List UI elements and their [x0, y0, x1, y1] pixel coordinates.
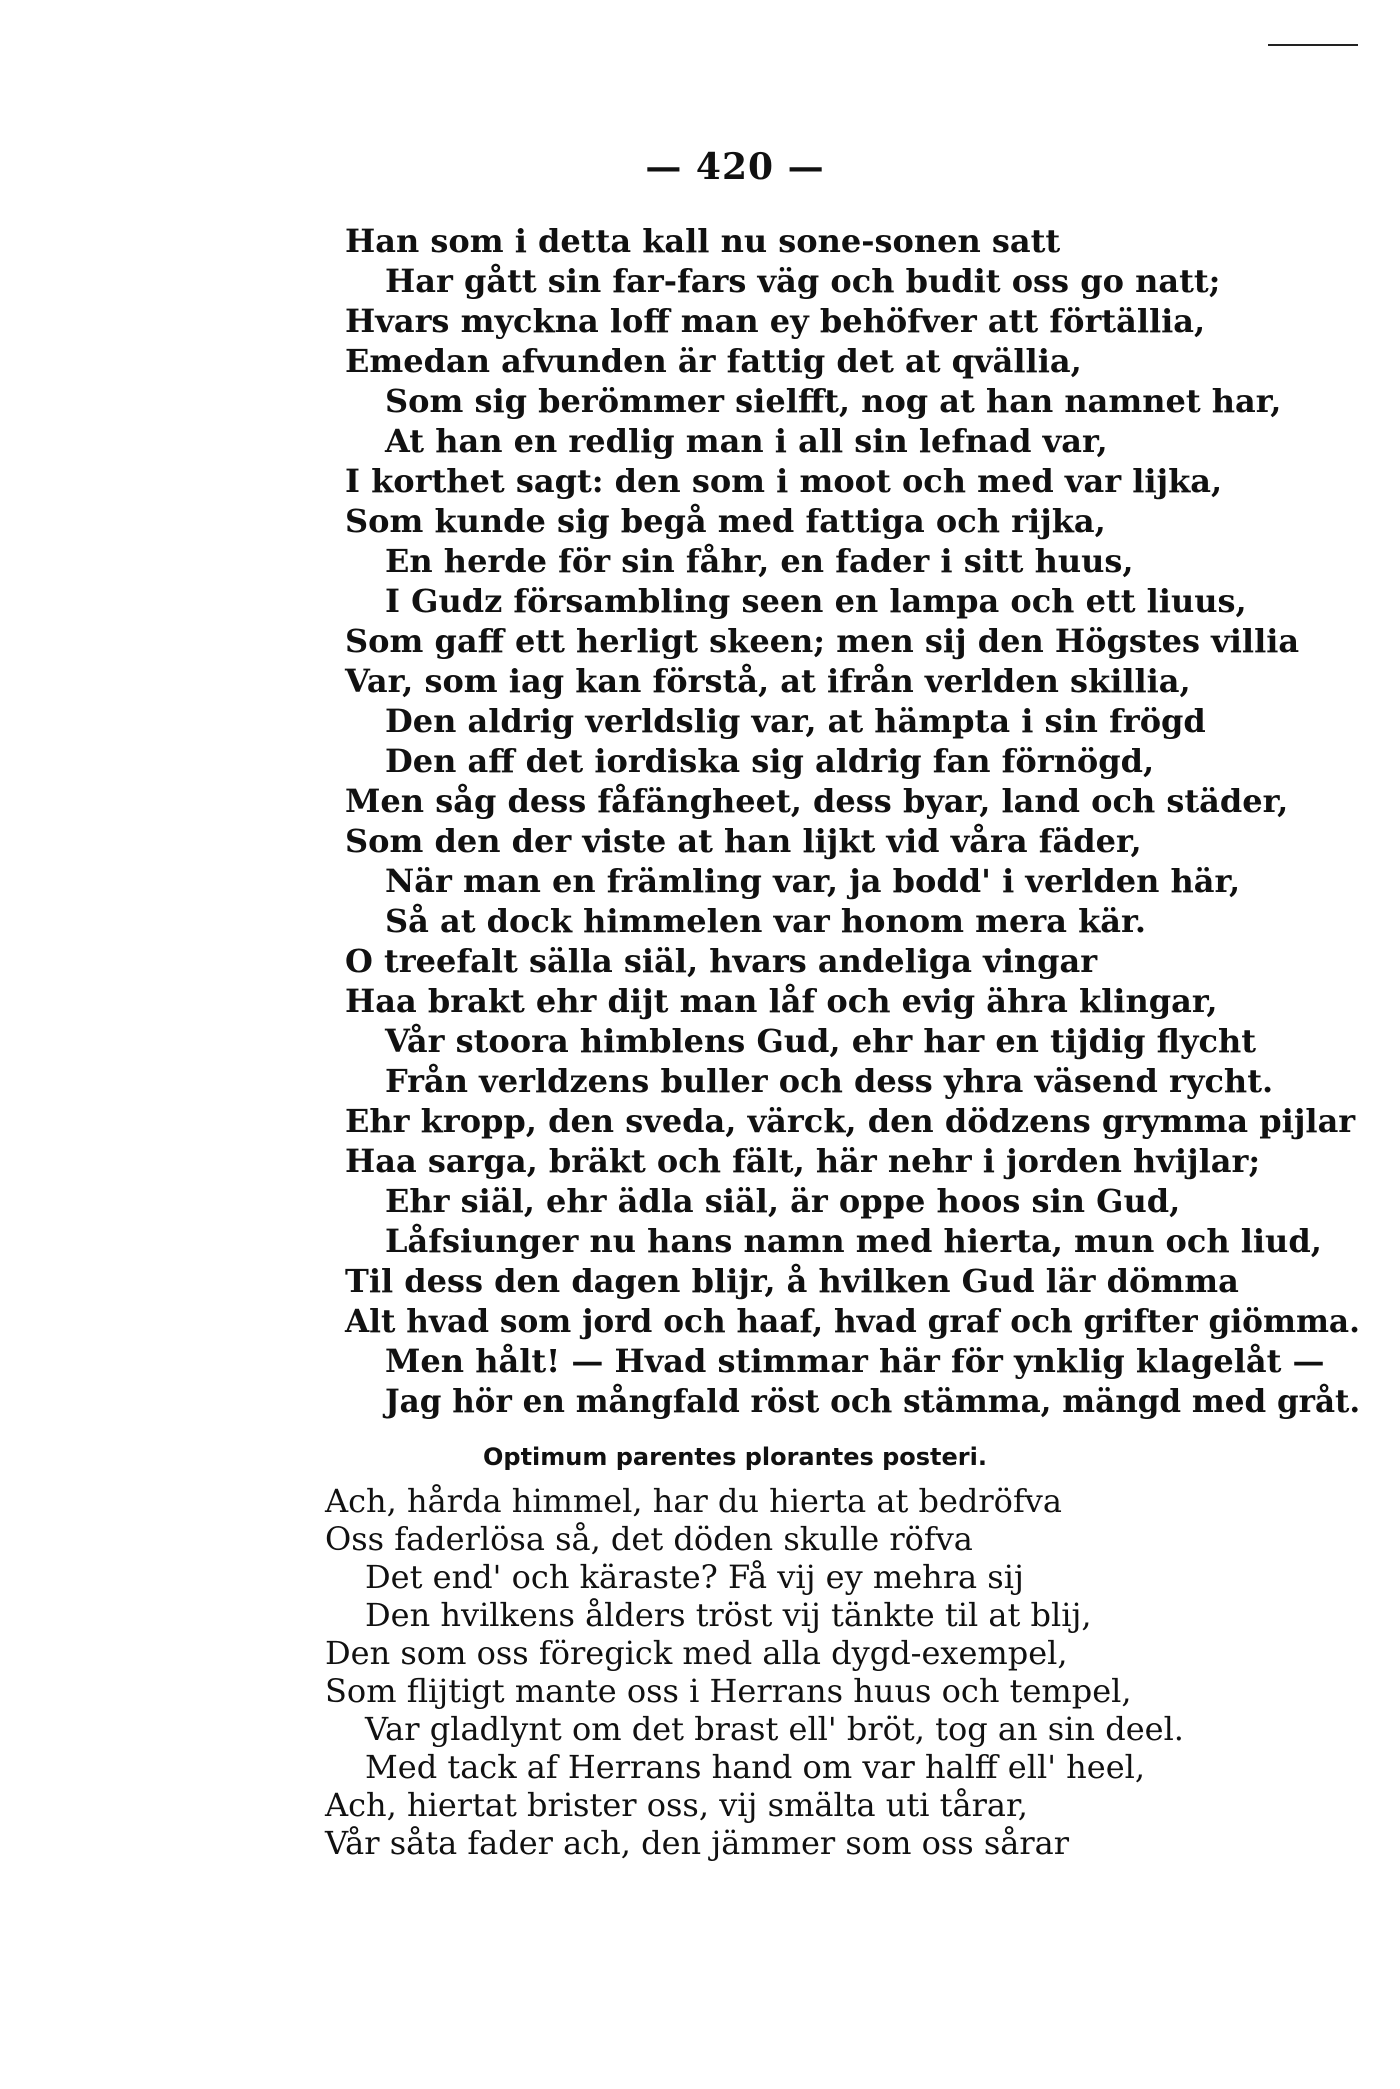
poem-line: Den aff det iordiska sig aldrig fan förnögd,	[385, 742, 1155, 780]
poem-line: Var, som iag kan förstå, at ifrån verlden skillia,	[345, 662, 1191, 700]
poem-line: Den hvilkens ålders tröst vij tänkte til at blij,	[365, 1596, 1092, 1634]
poem-line: O treefalt sälla siäl, hvars andeliga vingar	[345, 942, 1098, 980]
poem-line: I korthet sagt: den som i moot och med var lijka,	[345, 462, 1223, 500]
poem-line: Emedan afvunden är fattig det at qvällia,	[345, 342, 1082, 380]
poem-line: I Gudz försambling seen en lampa och ett liuus,	[385, 582, 1247, 620]
poem-line: Men hålt! — Hvad stimmar här för ynklig klagelåt —	[385, 1342, 1325, 1380]
poem-line: Som kunde sig begå med fattiga och rijka,	[345, 502, 1106, 540]
poem-line: Låfsiunger nu hans namn med hierta, mun och liud,	[385, 1222, 1322, 1260]
poem-line: En herde för sin fåhr, en fader i sitt huus,	[385, 542, 1134, 580]
poem-line: Som gaff ett herligt skeen; men sij den Högstes villia	[345, 622, 1300, 660]
poem-line: Ach, hårda himmel, har du hierta at bedröfva	[325, 1482, 1062, 1520]
poem-line: Det end' och käraste? Få vij ey mehra sij	[365, 1558, 1024, 1596]
poem-line: Ehr kropp, den sveda, värck, den dödzens grymma pijlar	[345, 1102, 1356, 1140]
poem-line: Haa sarga, bräkt och fält, här nehr i jorden hvijlar;	[345, 1142, 1261, 1180]
poem-line: Som sig berömmer sielfft, nog at han namnet har,	[385, 382, 1282, 420]
poem-line: Den aldrig verldslig var, at hämpta i sin frögd	[385, 702, 1206, 740]
poem-line: Vår stoora himblens Gud, ehr har en tijdig flycht	[385, 1022, 1257, 1060]
poem-line: När man en främling var, ja bodd' i verlden här,	[385, 862, 1241, 900]
poem-line: Men såg dess fåfängheet, dess byar, land och städer,	[345, 782, 1289, 820]
poem-line: Har gått sin far-fars väg och budit oss go natt;	[385, 262, 1221, 300]
poem-line: Han som i detta kall nu sone-sonen satt	[345, 222, 1061, 260]
poem-line: Til dess den dagen blijr, å hvilken Gud lär dömma	[345, 1262, 1239, 1300]
poem-line: Som den der viste at han lijkt vid våra fäder,	[345, 822, 1142, 860]
poem-line: Med tack af Herrans hand om var halff ell' heel,	[365, 1748, 1146, 1786]
poem-line: Jag hör en mångfald röst och stämma, mängd med gråt.	[385, 1382, 1361, 1420]
poem-line: Oss faderlösa så, det döden skulle röfva	[325, 1520, 973, 1558]
poem-line: Från verldzens buller och dess yhra väsend rycht.	[385, 1062, 1274, 1100]
poem-line: Vår såta fader ach, den jämmer som oss sårar	[325, 1824, 1070, 1862]
section-heading: Optimum parentes plorantes posteri.	[483, 1443, 987, 1471]
poem-line: Alt hvad som jord och haaf, hvad graf och grifter giömma.	[345, 1302, 1360, 1340]
poem-line: Så at dock himmelen var honom mera kär.	[385, 902, 1147, 940]
poem-line: Var gladlynt om det brast ell' bröt, tog an sin deel.	[365, 1710, 1184, 1748]
top-rule	[1268, 44, 1358, 46]
poem-line: Som flijtigt mante oss i Herrans huus och tempel,	[325, 1672, 1132, 1710]
poem-line: Ehr siäl, ehr ädla siäl, är oppe hoos sin Gud,	[385, 1182, 1181, 1220]
poem-line: At han en redlig man i all sin lefnad var,	[385, 422, 1108, 460]
poem-line: Den som oss föregick med alla dygd-exempel,	[325, 1634, 1068, 1672]
poem-line: Ach, hiertat brister oss, vij smälta uti tårar,	[325, 1786, 1028, 1824]
poem-line: Hvars myckna loff man ey behöfver att förtällia,	[345, 302, 1206, 340]
page-number: — 420 —	[645, 146, 825, 188]
poem-line: Haa brakt ehr dijt man låf och evig ähra klingar,	[345, 982, 1218, 1020]
